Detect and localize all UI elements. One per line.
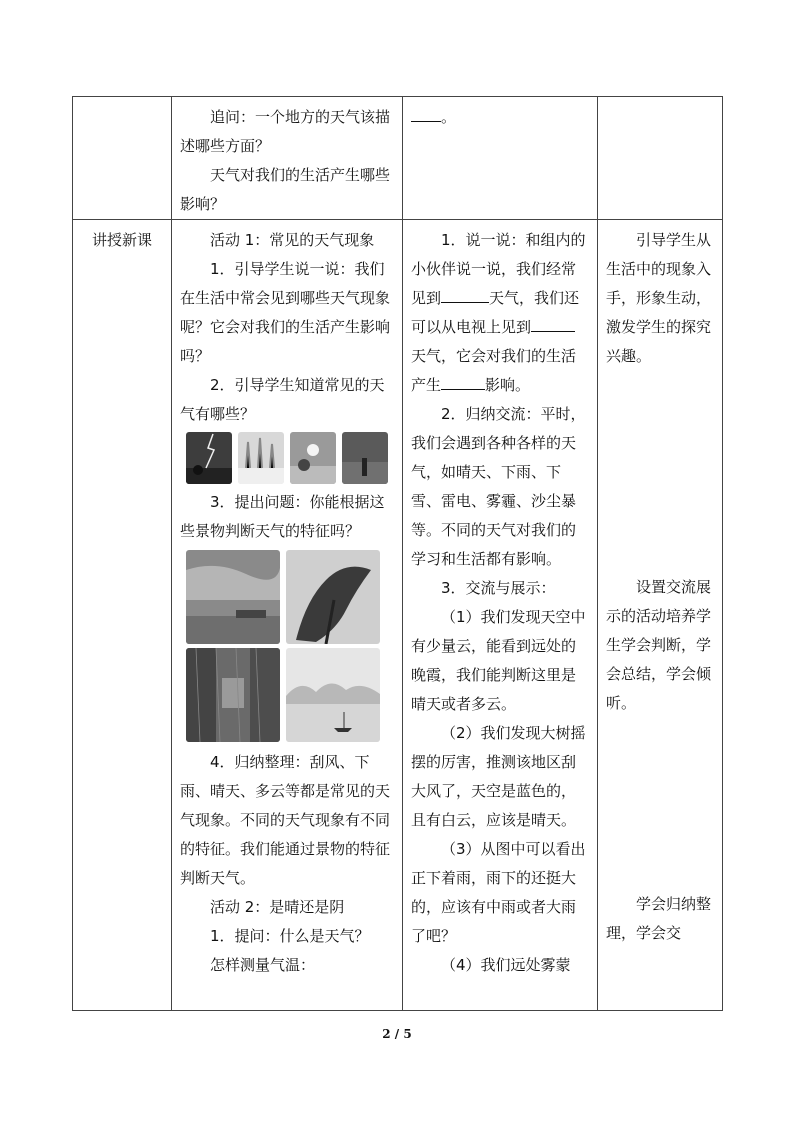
punctuation: 。 — [441, 108, 457, 126]
student-step: （4）我们远处雾蒙 — [441, 956, 571, 974]
student-step: （2）我们发现大树摇摆的厉害，推测该地区刮大风了，天空是蓝色的，且有白云，应该是晴天。 — [411, 724, 586, 829]
cloudy-sky-photo — [186, 550, 280, 644]
question-text: 追问：一个地方的天气该描述哪些方面？ — [180, 108, 391, 155]
design-intent-text: 设置交流展示的活动培养学生学会判断，学会总结，学会倾听。 — [606, 578, 712, 712]
student-step: （3）从图中可以看出正下着雨，雨下的还挺大的，应该有中雨或者大雨了吧？ — [411, 840, 586, 945]
table-row — [73, 220, 723, 1011]
sandstorm-photo — [342, 432, 388, 484]
question-text: 天气对我们的生活产生哪些影响？ — [180, 166, 391, 213]
table-row — [73, 97, 723, 220]
page-number: 2 / 5 — [382, 1027, 412, 1041]
student-step: 1．说一说：和组内的小伙伴说一说，我们经常见到 天气，我们还可以从电视上见到天气，它会对我们的生活产生 影响。 — [411, 231, 586, 394]
fill-blank — [441, 286, 489, 303]
foggy-lake-photo — [286, 648, 380, 742]
weather-thumbnails — [186, 432, 394, 484]
activity-title: 活动 1：常见的天气现象 — [210, 231, 375, 249]
design-intent-text: 引导学生从生活中的现象入手，形象生动，激发学生的探究兴趣。 — [606, 231, 712, 365]
activity-step: 4．归纳整理：刮风、下雨、晴天、多云等都是常见的天气现象。不同的天气现象有不同的特征。我们能通过景物的特征判断天气。 — [180, 753, 391, 887]
stage-cell — [73, 220, 172, 1011]
windy-tree-photo — [286, 550, 380, 644]
student-activity-cell — [403, 97, 598, 220]
activity-step: 怎样测量气温： — [210, 956, 316, 974]
teacher-activity-cell — [172, 97, 403, 220]
snow-trees-photo — [238, 432, 284, 484]
rain-photo — [186, 648, 280, 742]
stage-label: 讲授新课 — [91, 231, 152, 249]
activity-title: 活动 2：是晴还是阴 — [210, 898, 345, 916]
design-intent-cell — [598, 220, 723, 1011]
fill-blank — [531, 315, 575, 332]
weather-photos-bottom — [186, 648, 394, 742]
student-step: 3．交流与展示： — [441, 579, 556, 597]
activity-step: 1．提问：什么是天气？ — [210, 927, 370, 945]
fill-blank — [411, 105, 441, 122]
student-step: （1）我们发现天空中有少量云，能看到远处的晚霞，我们能判断这里是晴天或者多云。 — [411, 608, 586, 713]
student-step: 2．归纳交流：平时，我们会遇到各种各样的天气，如晴天、下雨、下雪、雷电、雾霾、沙尘暴等。不同的天气对我们的学习和生活都有影响。 — [411, 405, 586, 568]
design-intent-cell — [598, 97, 723, 220]
activity-step: 3．提出问题：你能根据这些景物判断天气的特征吗？ — [180, 493, 385, 540]
weather-photos-top — [186, 550, 394, 644]
lesson-plan-table — [72, 96, 723, 1011]
teacher-activity-cell — [172, 220, 403, 1011]
student-activity-cell — [403, 220, 598, 1011]
stage-cell — [73, 97, 172, 220]
hazy-sun-photo — [290, 432, 336, 484]
activity-step: 2．引导学生知道常见的天气有哪些？ — [180, 376, 385, 423]
design-intent-text: 学会归纳整理，学会交 — [606, 895, 712, 942]
activity-step: 1．引导学生说一说：我们在生活中常会见到哪些天气现象呢？它会对我们的生活产生影响吗？ — [180, 260, 391, 365]
fill-blank — [441, 373, 485, 390]
lightning-photo — [186, 432, 232, 484]
